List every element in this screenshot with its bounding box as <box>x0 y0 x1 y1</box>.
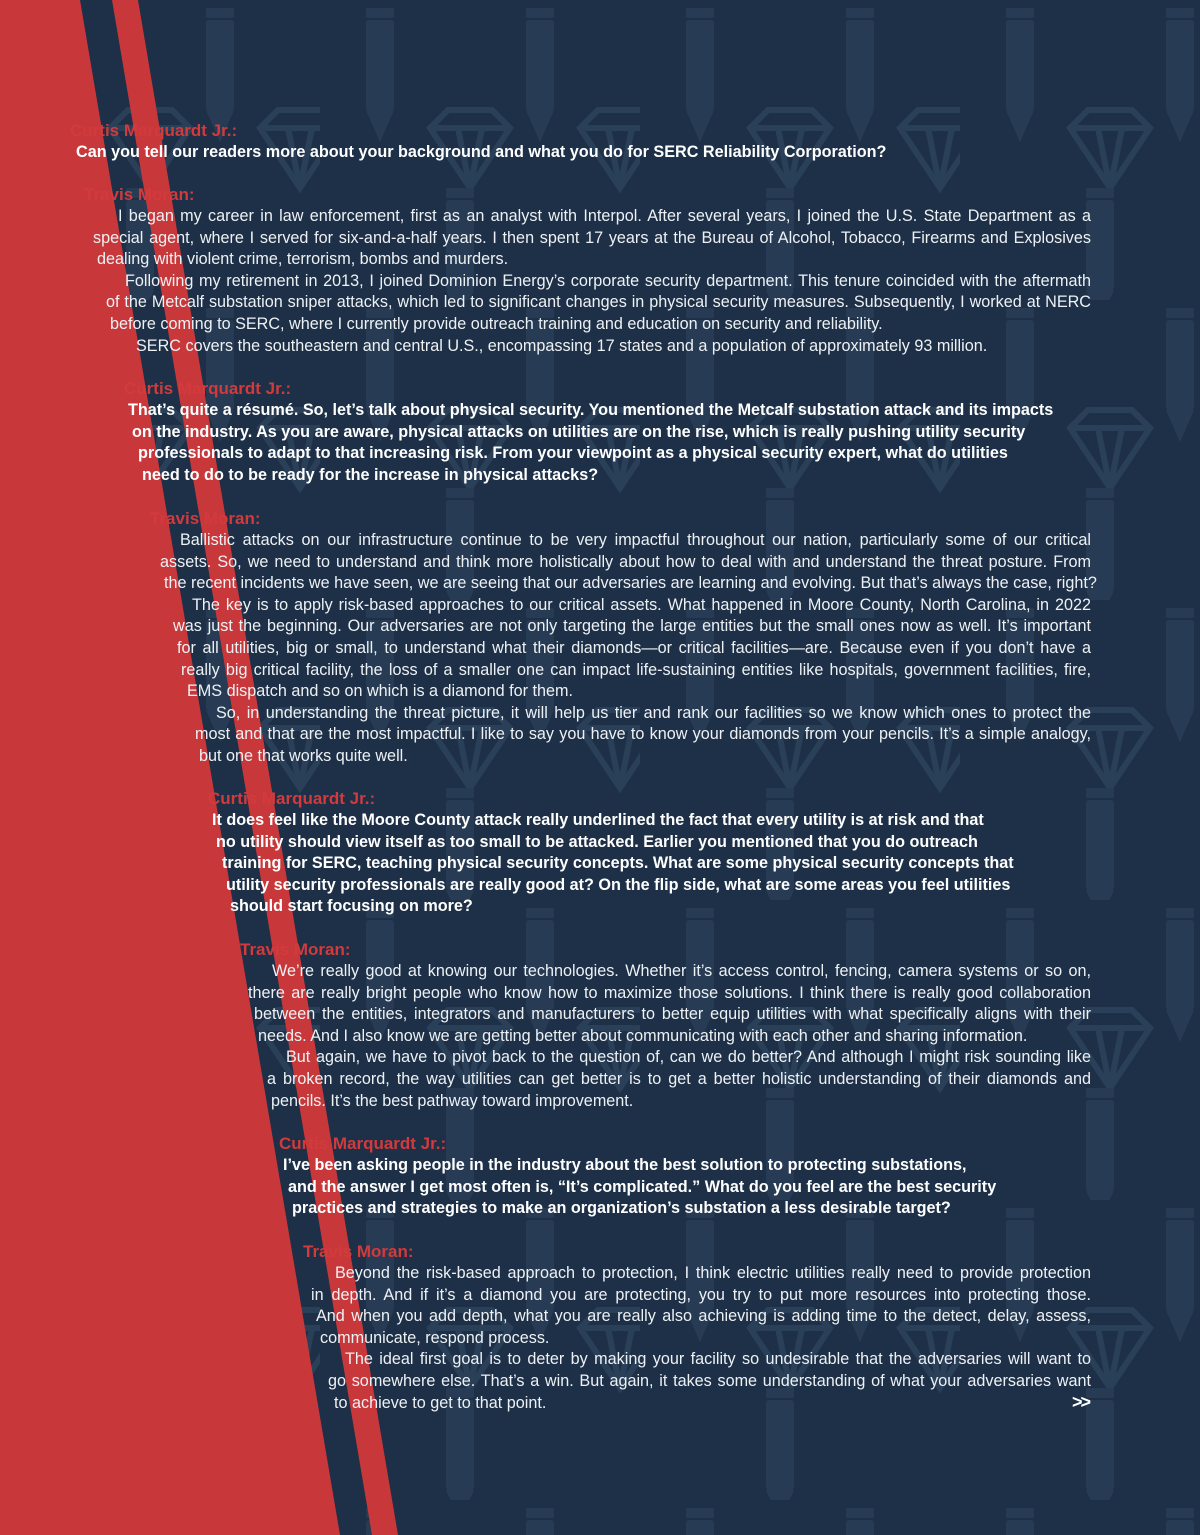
question-line: need to do to be ready for the increase in physical attacks? <box>142 465 599 484</box>
answer-line: We’re really good at knowing our technologies. Whether it’s access control, fencing, camera systems or so on, <box>272 962 1091 980</box>
question-line: Can you tell our readers more about your background and what you do for SERC Reliability Corporation? <box>76 143 887 161</box>
answer-line: the recent incidents we have seen, we are seeing that our adversaries are learning and evolving. But that’s always the case, right? <box>164 574 1097 593</box>
question-line: I’ve been asking people in the industry about the best solution to protecting substations, <box>283 1156 967 1174</box>
answer-line: was just the beginning. Our adversaries are not only targeting the large entities but the small ones now as well. It’s important <box>173 617 1091 636</box>
answer-line: in depth. And if it’s a diamond you are protecting, you try to put more resources into protecting those. <box>311 1285 1091 1304</box>
answer-line: So, in understanding the threat picture, it will help us tier and rank our facilities so we know which ones to protect the <box>216 703 1091 722</box>
answer-line: EMS dispatch and so on which is a diamond for them. <box>187 682 574 701</box>
answer-line: Following my retirement in 2013, I joined Dominion Energy’s corporate security department. This tenure coincided with the aftermath <box>125 271 1091 290</box>
answer-line: between the entities, integrators and manufacturers to better equip utilities with what specifically aligns with their <box>254 1005 1091 1024</box>
speaker-name-interviewer: Curtis Marquardt Jr.: <box>70 121 238 140</box>
question-block <box>208 788 1014 918</box>
answer-line: Beyond the risk-based approach to protection, I think electric utilities really need to provide protection <box>335 1264 1091 1282</box>
answer-line: And when you add depth, what you are really also achieving is adding time to the detect, delay, assess, <box>316 1307 1091 1326</box>
answer-line: The key is to apply risk-based approaches to our critical assets. What happened in Moore County, North Carolina, in 2022 <box>192 595 1091 614</box>
question-line: no utility should view itself as too small to be attacked. Earlier you mentioned that you do outreach <box>216 832 978 851</box>
speaker-name-interviewee: Travis Moran: <box>303 1242 414 1261</box>
continue-arrow-icon: >> <box>1072 1392 1090 1412</box>
speaker-name-interviewee: Travis Moran: <box>240 940 351 959</box>
speaker-name-interviewee: Travis Moran: <box>150 509 261 528</box>
answer-line: SERC covers the southeastern and central U.S., encompassing 17 states and a population of approximately 93 million. <box>136 336 988 355</box>
answer-block <box>240 939 1091 1112</box>
answer-line: dealing with violent crime, terrorism, bombs and murders. <box>97 250 509 269</box>
answer-line: special agent, where I served for six-and-a-half years. I then spent 17 years at the Bureau of Alcohol, Tobacco, Firearms and Explosives <box>93 228 1091 247</box>
answer-line: Ballistic attacks on our infrastructure continue to be very impactful throughout our nation, particularly some of our critical <box>180 531 1091 549</box>
answer-line: communicate, respond process. <box>320 1328 550 1347</box>
answer-line: I began my career in law enforcement, first as an analyst with Interpol. After several years, I joined the U.S. State Department as a <box>118 207 1091 225</box>
speaker-name-interviewee: Travis Moran: <box>84 185 195 204</box>
question-line: utility security professionals are really good at? On the flip side, what are some areas you feel utilities <box>226 875 1011 894</box>
question-line: It does feel like the Moore County attack really underlined the fact that every utility is at risk and that <box>212 811 984 829</box>
answer-block <box>303 1241 1091 1414</box>
answer-line: before coming to SERC, where I currently provide outreach training and education on security and reliability. <box>110 314 883 333</box>
speaker-name-interviewer: Curtis Marquardt Jr.: <box>208 789 376 808</box>
question-block <box>279 1133 996 1220</box>
question-line: practices and strategies to make an organization’s substation a less desirable target? <box>292 1199 951 1218</box>
answer-line: really big critical facility, the loss of a smaller one can impact life-sustaining entities like hospitals, government facilities, fire, <box>181 660 1091 679</box>
question-line: That’s quite a résumé. So, let’s talk about physical security. You mentioned the Metcalf substation attack and its impacts <box>128 401 1054 419</box>
question-line: training for SERC, teaching physical security concepts. What are some physical security concepts that <box>222 854 1014 873</box>
speaker-name-interviewer: Curtis Marquardt Jr.: <box>124 379 292 398</box>
question-block <box>70 120 886 164</box>
answer-line: The ideal first goal is to deter by making your facility so undesirable that the adversaries will want to <box>345 1350 1091 1369</box>
question-line: on the industry. As you are aware, physical attacks on utilities are on the rise, which is really pushing utility security <box>132 422 1026 441</box>
answer-line: needs. And I also know we are getting better about communicating with each other and sharing information. <box>258 1026 1028 1045</box>
answer-block <box>150 508 1097 768</box>
question-block <box>124 378 1053 486</box>
answer-line: there are really bright people who know how to maximize those solutions. I think there is really good collaboration <box>248 983 1091 1002</box>
answer-line: pencils. It’s the best pathway toward improvement. <box>271 1091 634 1110</box>
answer-line: assets. So, we need to understand and think more holistically about how to deal with and understand the threat posture. From <box>160 552 1091 571</box>
answer-line: But again, we have to pivot back to the question of, can we do better? And although I might risk sounding like <box>286 1048 1091 1067</box>
speaker-name-interviewer: Curtis Marquardt Jr.: <box>279 1134 447 1153</box>
answer-line: go somewhere else. That’s a win. But again, it takes some understanding of what your adversaries want <box>328 1371 1091 1390</box>
question-line: and the answer I get most often is, “It’s complicated.” What do you feel are the best security <box>288 1177 997 1196</box>
answer-line: but one that works quite well. <box>199 746 408 765</box>
answer-line: for all utilities, big or small, to understand what their diamonds—or critical facilities—are. Because even if you don’t have a <box>177 638 1091 657</box>
answer-block <box>84 184 1091 357</box>
answer-line: a broken record, the way utilities can get better is to get a better holistic understanding of their diamonds and <box>267 1069 1091 1088</box>
question-line: professionals to adapt to that increasing risk. From your viewpoint as a physical security expert, what do utilities <box>138 444 1008 463</box>
answer-line: most and that are the most impactful. I like to say you have to know your diamonds from your pencils. It’s a simple analogy, <box>195 725 1091 744</box>
answer-line: to achieve to get to that point. <box>334 1393 547 1412</box>
answer-line: of the Metcalf substation sniper attacks, which led to significant changes in physical security measures. Subsequently, I worked at NERC <box>106 293 1091 312</box>
question-line: should start focusing on more? <box>230 897 473 916</box>
